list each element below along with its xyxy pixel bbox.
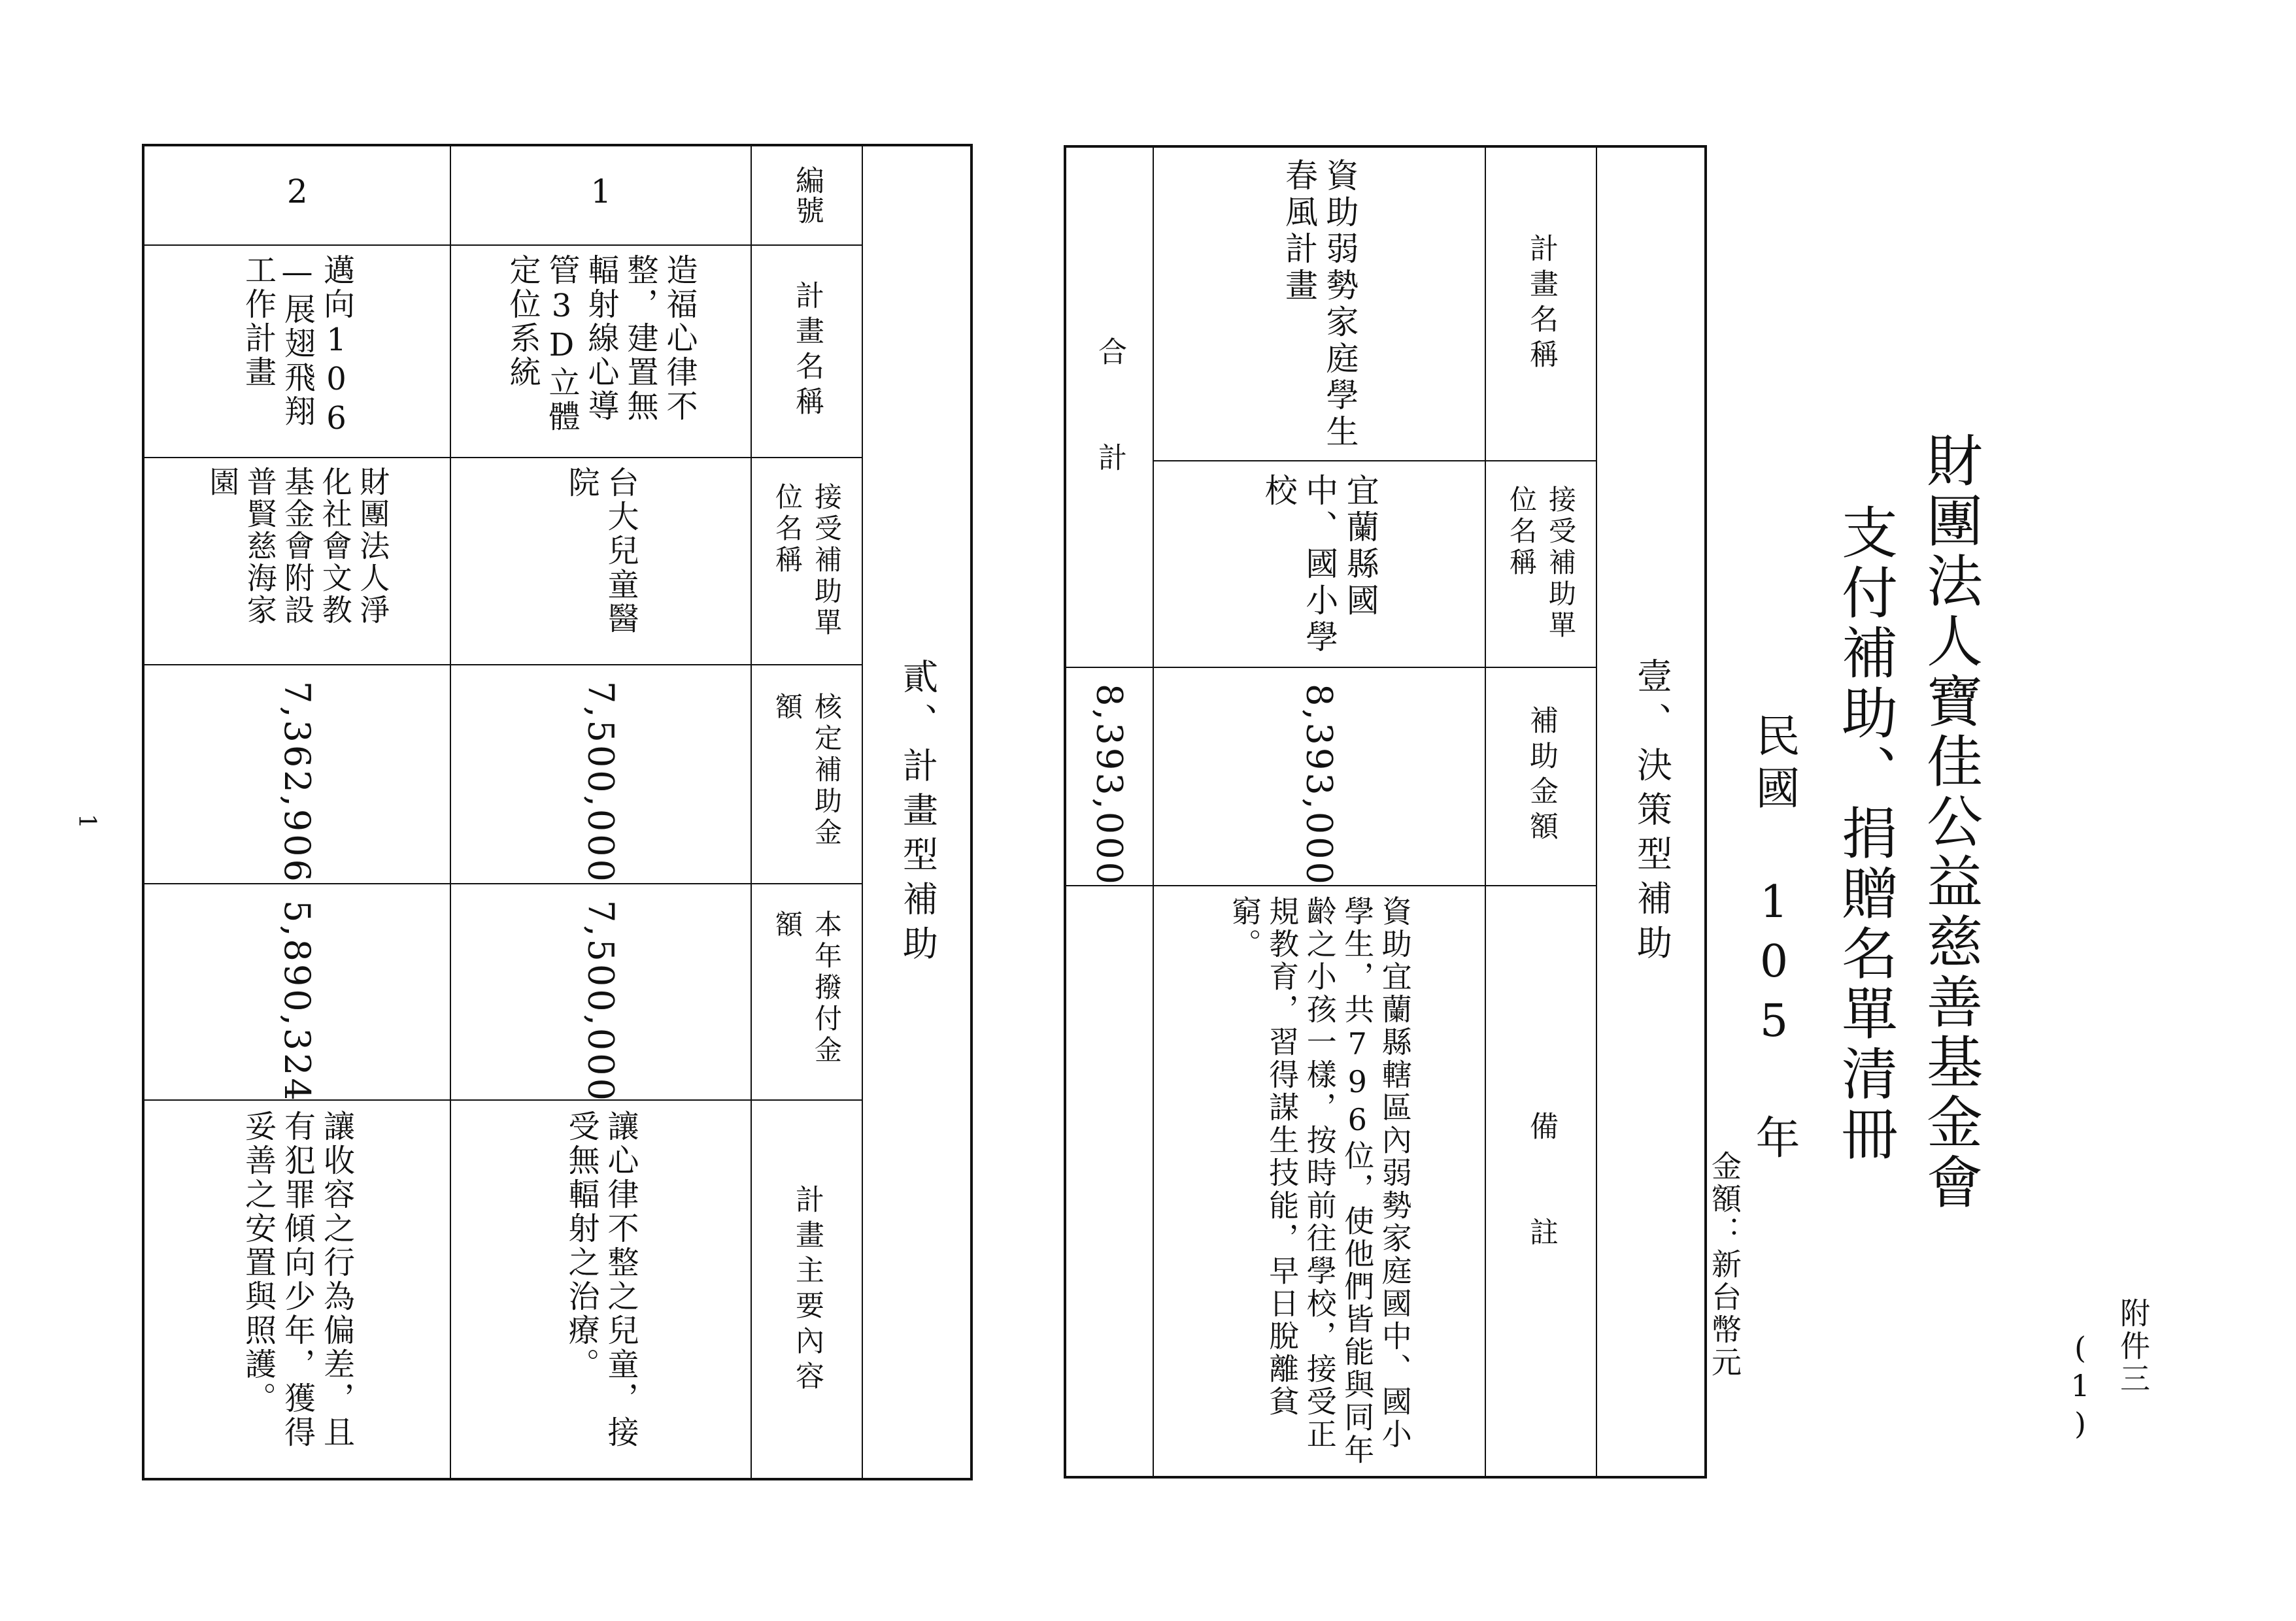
s2-row2-approved — [144, 664, 450, 883]
s1-total-label-text: 合 計 — [1093, 337, 1126, 478]
s2-header-paid-label: 本年撥付金 額 — [771, 909, 843, 1098]
s1-header-recipient-label: 接受補助單位名稱 — [1506, 485, 1577, 642]
s1-header-amount — [1486, 667, 1596, 885]
section1-table — [1064, 145, 1707, 1479]
s2-header-project — [752, 244, 862, 457]
s2-row1-no — [451, 146, 751, 244]
s1-header-project-label: 計畫名稱 — [1525, 233, 1558, 375]
s2-row2-project — [144, 244, 450, 457]
document-year: 民國 105 年 — [1748, 712, 1800, 1167]
s1-header-remark-label: 備 註 — [1525, 1111, 1558, 1252]
s2-header-no-label: 編號 — [790, 165, 824, 226]
attachment-label: 附件三 — [2116, 1297, 2151, 1395]
s2-row1-recipient — [451, 457, 751, 664]
s2-header-paid — [752, 883, 862, 1099]
s1-header-project — [1486, 148, 1596, 460]
s2-row2-content — [144, 1099, 450, 1480]
s1-row-remark-text: 資助宜蘭縣轄區內弱勢家庭國中、國小學生，共796位，使他們皆能與同年齡之小孩一樣，按時前往學校，接受正規教育，習得謀生技能，早日脫離貧窮。 — [1226, 895, 1413, 1467]
s2-header-no — [752, 146, 862, 244]
s2-row2-paid — [144, 883, 450, 1103]
s1-header-amount-label: 補助金額 — [1525, 705, 1558, 846]
s2-row1-paid-text: 7,500,000 — [580, 900, 622, 1103]
s2-row2-content-text: 讓收容之行為偏差，且有犯罪傾向少年，獲得妥善之安置與照護。 — [239, 1110, 355, 1450]
s2-header-recipient-label: 接受補助單位名稱 — [771, 482, 843, 639]
s2-header-content — [752, 1099, 862, 1480]
s1-row-recipient-text: 宜蘭縣國中、國小學校 — [1259, 473, 1379, 656]
s2-header-project-label: 計畫名稱 — [790, 280, 824, 422]
attachment-number: (1) — [2063, 1330, 2098, 1444]
s2-row2-recipient — [144, 457, 450, 664]
s2-row2-recipient-text: 財團法人淨化社會文教基金會附設普賢慈海家園 — [205, 466, 391, 626]
section2-table — [142, 144, 973, 1480]
s2-row1-paid — [451, 883, 751, 1103]
s2-header-approved-label: 核定補助金 額 — [771, 692, 843, 880]
s1-row-project — [1154, 148, 1485, 460]
s2-row1-approved — [451, 664, 751, 883]
s2-header-approved — [752, 664, 862, 883]
page-number: 1 — [73, 814, 100, 829]
s2-row1-no-text: 1 — [582, 173, 620, 214]
s2-row2-no — [144, 146, 450, 244]
s2-row2-approved-text: 7,362,906 — [277, 681, 318, 884]
s2-row1-approved-text: 7,500,000 — [580, 681, 622, 884]
s2-row2-paid-text: 5,890,324 — [277, 900, 318, 1103]
section2-title-cell — [863, 146, 973, 1480]
s1-total-amount — [1066, 667, 1153, 885]
section2-title: 貳、計畫型補助 — [897, 658, 939, 969]
s1-row-amount — [1154, 667, 1485, 885]
s1-row-project-text: 資助弱勢家庭學生春風計畫 — [1280, 158, 1359, 451]
s2-row2-no-text: 2 — [278, 173, 316, 214]
s1-header-recipient — [1486, 460, 1596, 667]
document-title-line2: 支付補助、捐贈名單清冊 — [1832, 503, 1897, 1165]
s1-row-recipient — [1154, 460, 1485, 667]
s2-row1-project-text: 造福心律不整，建置無輻射線心導管3D立體定位系統 — [504, 254, 698, 434]
s1-total-label — [1066, 148, 1153, 667]
s2-row1-content — [451, 1099, 751, 1480]
s2-row2-project-text: 邁向106—展翅飛翔工作計畫 — [239, 254, 355, 439]
document-title-line1: 財團法人寶佳公益慈善基金會 — [1917, 431, 1982, 1213]
currency-unit: 金額：新台幣元 — [1707, 1150, 1742, 1379]
s2-row1-project — [451, 244, 751, 457]
s1-row-remark — [1154, 885, 1485, 1479]
section1-title: 壹、決策型補助 — [1631, 658, 1673, 969]
s1-row-amount-text: 8,393,000 — [1298, 684, 1340, 887]
s2-header-recipient — [752, 457, 862, 664]
s2-header-content-label: 計畫主要內容 — [790, 1184, 824, 1396]
s2-row1-content-text: 讓心律不整之兒童，接受無輻射之治療。 — [563, 1110, 639, 1450]
section1-title-cell — [1597, 148, 1707, 1479]
s1-total-amount-text: 8,393,000 — [1089, 684, 1130, 887]
s2-row1-recipient-text: 台大兒童醫院 — [563, 466, 639, 636]
s1-header-remark — [1486, 885, 1596, 1479]
